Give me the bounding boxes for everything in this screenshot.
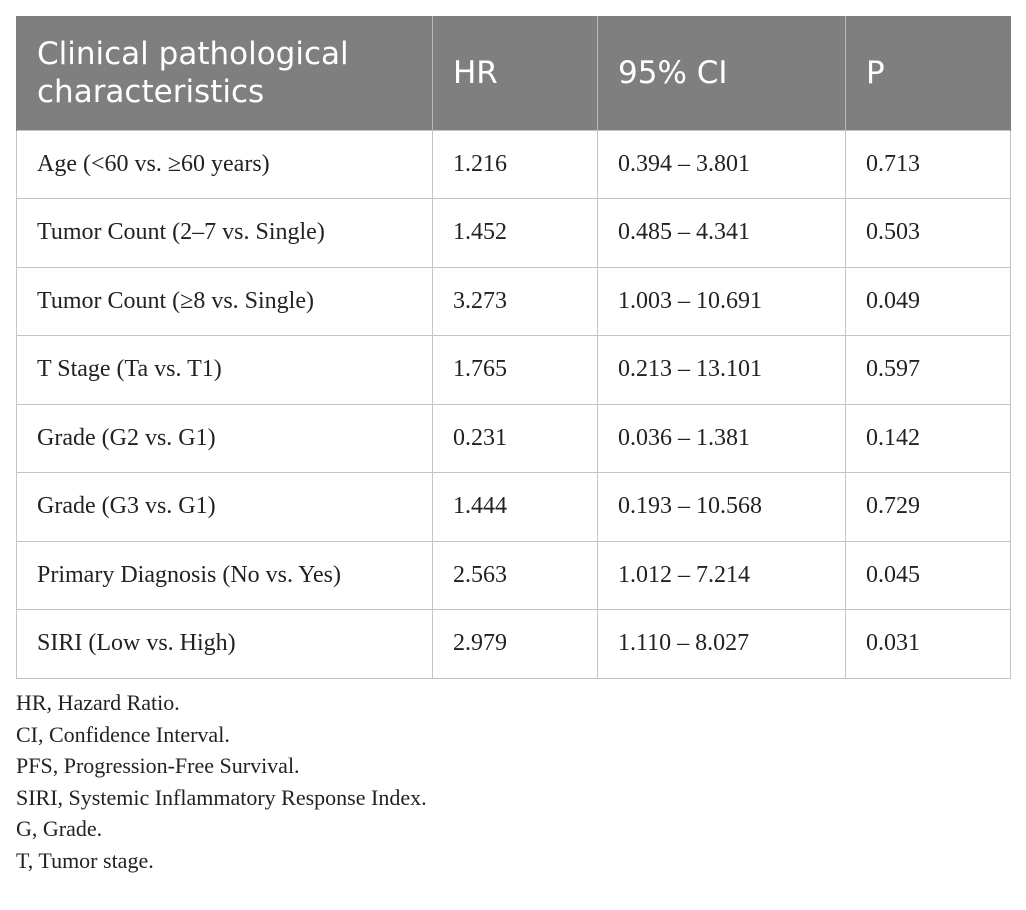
cell-ci: 0.036 – 1.381 — [598, 404, 846, 473]
cell-hr: 1.452 — [433, 199, 598, 268]
footnote: SIRI, Systemic Inflammatory Response Index. — [16, 784, 427, 810]
results-table-container — [16, 16, 1010, 679]
cell-characteristic: T Stage (Ta vs. T1) — [17, 336, 433, 405]
cell-characteristic: Grade (G2 vs. G1) — [17, 404, 433, 473]
cell-p: 0.031 — [846, 610, 1011, 679]
cell-characteristic: Tumor Count (2–7 vs. Single) — [17, 199, 433, 268]
cell-ci: 1.003 – 10.691 — [598, 267, 846, 336]
table-header — [17, 16, 1011, 130]
table-row — [17, 541, 1011, 610]
table-row — [17, 610, 1011, 679]
cell-hr: 1.444 — [433, 473, 598, 542]
results-table — [16, 16, 1011, 679]
cell-characteristic: Tumor Count (≥8 vs. Single) — [17, 267, 433, 336]
cell-hr: 2.563 — [433, 541, 598, 610]
footnote: CI, Confidence Interval. — [16, 721, 230, 747]
table-row — [17, 130, 1011, 199]
footnote: G, Grade. — [16, 816, 103, 842]
cell-p: 0.045 — [846, 541, 1011, 610]
table-row — [17, 404, 1011, 473]
table-footnotes — [16, 687, 427, 877]
table-row — [17, 473, 1011, 542]
cell-ci: 0.213 – 13.101 — [598, 336, 846, 405]
header-hr: HR — [433, 16, 598, 130]
table-body — [17, 130, 1011, 678]
header-characteristics: Clinical pathological characteristics — [17, 16, 433, 130]
cell-characteristic: Primary Diagnosis (No vs. Yes) — [17, 541, 433, 610]
cell-characteristic: Grade (G3 vs. G1) — [17, 473, 433, 542]
cell-p: 0.597 — [846, 336, 1011, 405]
cell-ci: 0.193 – 10.568 — [598, 473, 846, 542]
cell-ci: 0.394 – 3.801 — [598, 130, 846, 199]
cell-p: 0.503 — [846, 199, 1011, 268]
cell-hr: 2.979 — [433, 610, 598, 679]
cell-ci: 1.012 – 7.214 — [598, 541, 846, 610]
cell-hr: 1.765 — [433, 336, 598, 405]
cell-ci: 1.110 – 8.027 — [598, 610, 846, 679]
cell-ci: 0.485 – 4.341 — [598, 199, 846, 268]
cell-characteristic: Age (<60 vs. ≥60 years) — [17, 130, 433, 199]
cell-hr: 1.216 — [433, 130, 598, 199]
footnote: T, Tumor stage. — [16, 847, 154, 873]
table-row — [17, 336, 1011, 405]
cell-hr: 0.231 — [433, 404, 598, 473]
footnote: HR, Hazard Ratio. — [16, 690, 180, 715]
cell-p: 0.142 — [846, 404, 1011, 473]
header-p: P — [846, 16, 1011, 130]
footnote: PFS, Progression-Free Survival. — [16, 753, 300, 779]
table-row — [17, 199, 1011, 268]
cell-p: 0.729 — [846, 473, 1011, 542]
header-ci: 95% CI — [598, 16, 846, 130]
cell-p: 0.049 — [846, 267, 1011, 336]
table-row — [17, 267, 1011, 336]
header-row — [17, 16, 1011, 130]
cell-characteristic: SIRI (Low vs. High) — [17, 610, 433, 679]
cell-p: 0.713 — [846, 130, 1011, 199]
cell-hr: 3.273 — [433, 267, 598, 336]
